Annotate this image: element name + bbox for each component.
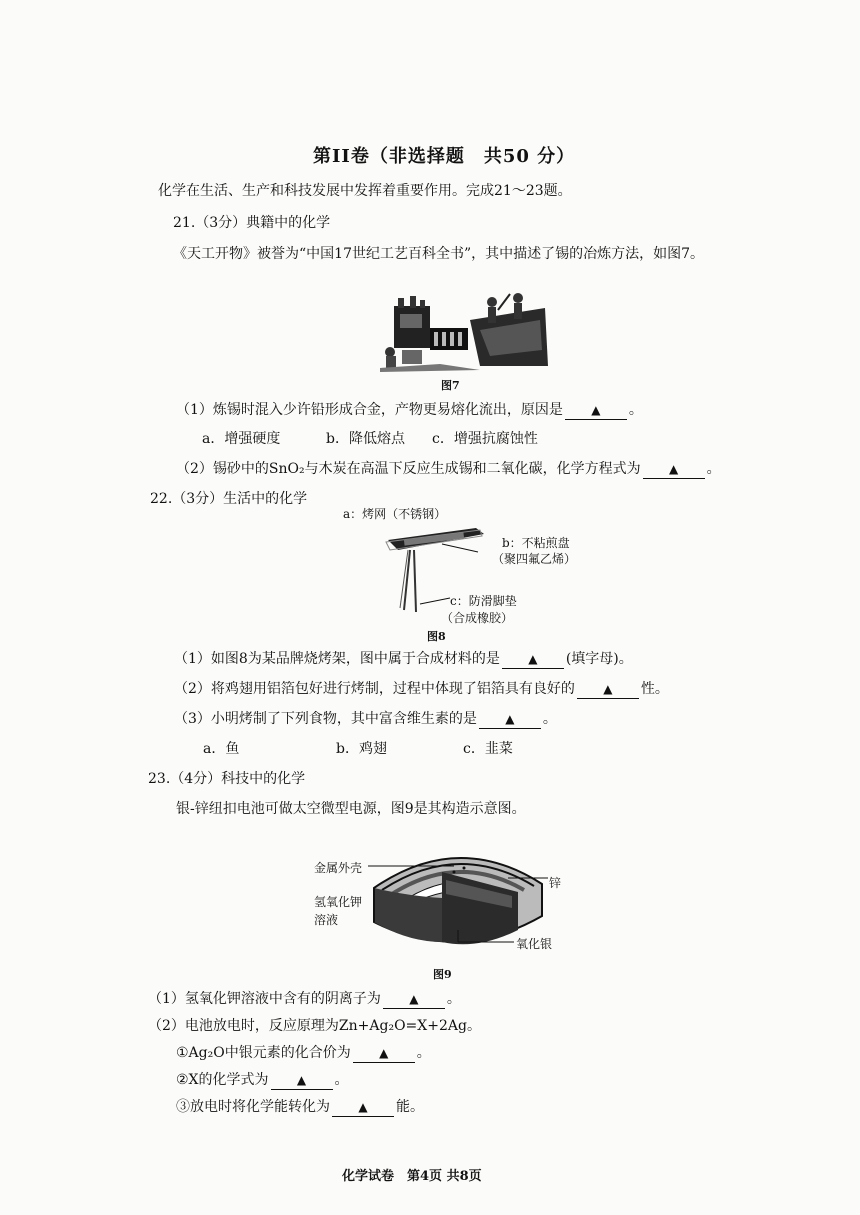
q21-part2-end: 。 bbox=[706, 461, 721, 477]
q22-part1 bbox=[174, 650, 633, 669]
intro-text: 化学在生活、生产和科技发展中发挥着重要作用。完成21～23题。 bbox=[158, 183, 572, 199]
q23-part1 bbox=[148, 990, 461, 1009]
q22-part3-end: 。 bbox=[542, 711, 557, 727]
q22-part3-answer-blank[interactable] bbox=[479, 710, 541, 729]
q22-part1-text: （1）如图8为某品牌烧烤架，图中属于合成材料的是 bbox=[174, 651, 500, 667]
q23-text: 银-锌纽扣电池可做太空微型电源，图9是其构造示意图。 bbox=[176, 801, 526, 817]
q23-part1-answer-blank[interactable] bbox=[383, 990, 445, 1009]
q21-part2-text: （2）锡砂中的SnO₂与木炭在高温下反应生成锡和二氧化碳，化学方程式为 bbox=[176, 461, 641, 477]
q21-header: 21.（3分）典籍中的化学 bbox=[173, 215, 331, 231]
fig8-label-c-line1: c：防滑脚垫 bbox=[450, 594, 517, 608]
q21-part1-text: （1）炼锡时混入少许铅形成合金，产物更易熔化流出，原因是 bbox=[176, 402, 563, 418]
figure7-caption: 图7 bbox=[441, 379, 460, 392]
q21-part2-answer-blank[interactable] bbox=[643, 460, 705, 479]
fig9-label-koh-line2: 溶液 bbox=[314, 913, 339, 927]
triangle-icon: ▲ bbox=[409, 992, 419, 1006]
triangle-icon: ▲ bbox=[379, 1046, 389, 1060]
q21-option-c: c．增强抗腐蚀性 bbox=[432, 431, 538, 447]
q23-sub2-end: 。 bbox=[334, 1072, 349, 1088]
triangle-icon: ▲ bbox=[591, 403, 601, 417]
q21-part1-end: 。 bbox=[628, 402, 643, 418]
q21-option-b: b．降低熔点 bbox=[326, 431, 405, 447]
fig9-label-silver-oxide: 氧化银 bbox=[516, 937, 553, 951]
q23-sub1-text: ①Ag₂O中银元素的化合价为 bbox=[176, 1045, 351, 1061]
q23-sub1-answer-blank[interactable] bbox=[353, 1044, 415, 1063]
triangle-icon: ▲ bbox=[358, 1100, 368, 1114]
q22-header: 22.（3分）生活中的化学 bbox=[150, 491, 308, 507]
figure9-caption: 图9 bbox=[433, 968, 452, 981]
q22-part2 bbox=[174, 680, 669, 699]
q21-part2 bbox=[176, 460, 721, 479]
fig9-label-shell: 金属外壳 bbox=[314, 861, 363, 875]
q23-part1-end: 。 bbox=[446, 991, 461, 1007]
q22-part2-answer-blank[interactable] bbox=[577, 680, 639, 699]
q22-part1-end: (填字母)。 bbox=[565, 651, 633, 667]
q22-part1-answer-blank[interactable] bbox=[502, 650, 564, 669]
q22-option-a: a．鱼 bbox=[203, 741, 240, 757]
q23-sub3-end: 能。 bbox=[396, 1099, 424, 1115]
triangle-icon: ▲ bbox=[505, 712, 515, 726]
q23-sub2-text: ②X的化学式为 bbox=[176, 1072, 269, 1088]
q22-part2-text: （2）将鸡翅用铝箔包好进行烤制，过程中体现了铝箔具有良好的 bbox=[174, 681, 575, 697]
q22-part3 bbox=[174, 710, 557, 729]
q23-header: 23.（4分）科技中的化学 bbox=[148, 771, 306, 787]
fig8-label-b-line2: （聚四氟乙烯） bbox=[492, 552, 577, 566]
q23-sub3 bbox=[176, 1098, 424, 1117]
q23-sub1 bbox=[176, 1044, 431, 1063]
fig8-label-c-line2: （合成橡胶） bbox=[441, 611, 514, 625]
q22-part2-end: 性。 bbox=[640, 681, 669, 697]
q23-sub2 bbox=[176, 1071, 349, 1090]
page-footer: 化学试卷 第4页 共8页 bbox=[342, 1169, 482, 1184]
figure8-caption: 图8 bbox=[427, 630, 446, 643]
q23-part2: （2）电池放电时，反应原理为Zn+Ag₂O=X+2Ag。 bbox=[148, 1018, 481, 1034]
q23-sub1-end: 。 bbox=[416, 1045, 431, 1061]
q23-sub2-answer-blank[interactable] bbox=[271, 1071, 333, 1090]
q21-part1 bbox=[176, 401, 643, 420]
q21-text: 《天工开物》被誉为“中国17世纪工艺百科全书”，其中描述了锡的冶炼方法，如图7。 bbox=[173, 246, 705, 262]
fig8-label-a: a：烤网（不锈钢） bbox=[343, 507, 447, 521]
triangle-icon: ▲ bbox=[296, 1073, 307, 1087]
fig9-label-zinc: 锌 bbox=[549, 876, 562, 890]
triangle-icon: ▲ bbox=[668, 462, 679, 476]
triangle-icon: ▲ bbox=[603, 682, 613, 696]
q23-sub3-answer-blank[interactable] bbox=[332, 1098, 394, 1117]
q21-option-a: a．增强硬度 bbox=[202, 431, 281, 447]
q21-part1-answer-blank[interactable] bbox=[565, 401, 627, 420]
q22-part3-text: （3）小明烤制了下列食物，其中富含维生素的是 bbox=[174, 711, 477, 727]
fig8-label-b-line1: b：不粘煎盘 bbox=[502, 536, 570, 550]
fig9-label-koh-line1: 氢氧化钾 bbox=[314, 895, 363, 909]
q23-part1-text: （1）氢氧化钾溶液中含有的阴离子为 bbox=[148, 991, 381, 1007]
figure7-tin-smelting-illustration bbox=[380, 290, 550, 372]
triangle-icon: ▲ bbox=[528, 652, 538, 666]
q23-sub3-text: ③放电时将化学能转化为 bbox=[176, 1099, 330, 1115]
q22-option-b: b．鸡翅 bbox=[336, 741, 387, 757]
section-title: 第II卷（非选择题 共50 分） bbox=[313, 146, 576, 167]
q22-option-c: c．韭菜 bbox=[463, 741, 513, 757]
figure9-button-battery-diagram bbox=[368, 838, 548, 958]
